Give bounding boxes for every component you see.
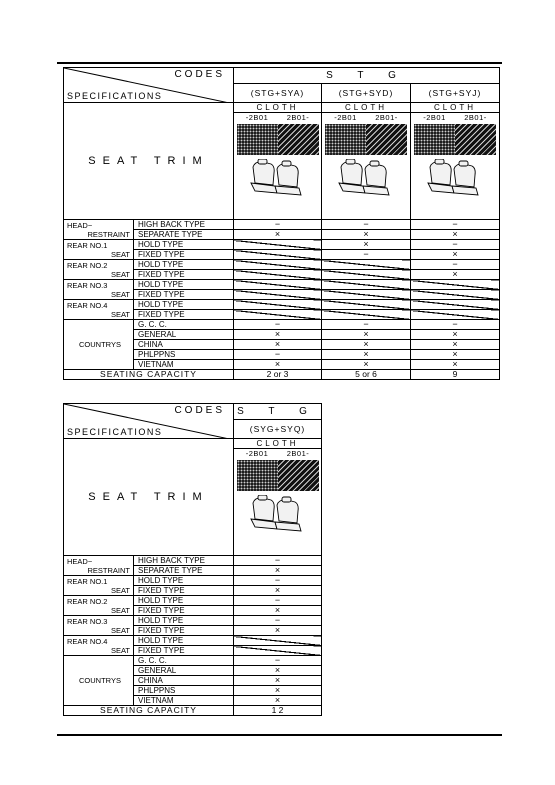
swatch-code: 2B01- <box>286 113 310 122</box>
fabric-swatch <box>414 124 455 155</box>
spec-sub-label: FIXED TYPE <box>134 646 234 656</box>
capacity-row <box>64 706 322 716</box>
availability-mark: × <box>234 606 322 616</box>
country-name: G. C. C. <box>134 320 234 330</box>
group-line: REAR NO.3 <box>67 616 108 626</box>
cloth-label: CLOTH <box>234 439 322 449</box>
trim-cell <box>322 113 411 220</box>
spec-sub-label: HOLD TYPE <box>134 596 234 606</box>
fabric-swatch <box>455 124 496 155</box>
spec-row <box>64 636 322 646</box>
group-line: SEAT <box>110 269 130 279</box>
group-line: SEAT <box>110 625 130 635</box>
group-line: REAR NO.3 <box>67 280 108 290</box>
availability-mark: × <box>234 360 322 370</box>
group-line: SEAT <box>110 289 130 299</box>
spec-sub-label: HOLD TYPE <box>134 636 234 646</box>
availability-mark: − <box>411 320 500 330</box>
not-applicable-cell <box>234 280 322 290</box>
spec-row <box>64 300 500 310</box>
code-header: (SYG+SYQ) <box>234 420 322 439</box>
spec-group-label <box>64 220 134 240</box>
seat-illustration-icon <box>411 159 499 201</box>
seat-trim-label: SEAT TRIM <box>64 439 234 556</box>
not-applicable-cell <box>234 270 322 280</box>
availability-mark: × <box>411 330 500 340</box>
availability-mark: − <box>234 656 322 666</box>
codes-specifications-header <box>64 68 234 103</box>
capacity-row <box>64 370 500 380</box>
fabric-swatch <box>237 460 278 491</box>
spec-group-label <box>64 636 134 656</box>
spec-sub-label: SEPARATE TYPE <box>134 566 234 576</box>
not-applicable-cell <box>234 300 322 310</box>
cloth-label: CLOTH <box>411 103 500 113</box>
codes-label: CODES <box>174 69 225 80</box>
spec-sub-label: FIXED TYPE <box>134 626 234 636</box>
not-applicable-cell <box>322 300 411 310</box>
group-line: REAR NO.2 <box>67 260 108 270</box>
availability-mark: − <box>234 320 322 330</box>
group-header: S T G <box>234 404 322 420</box>
spec-row <box>64 576 322 586</box>
spec-sub-label: HOLD TYPE <box>134 240 234 250</box>
swatch-code: -2B01 <box>334 113 357 122</box>
availability-mark: × <box>411 230 500 240</box>
group-line: SEAT <box>110 605 130 615</box>
spec-group-label <box>64 260 134 280</box>
group-line: SEAT <box>110 249 130 259</box>
spec-sub-label: HOLD TYPE <box>134 280 234 290</box>
swatch-code: 2B01- <box>375 113 398 122</box>
spec-sub-label: FIXED TYPE <box>134 586 234 596</box>
country-name: G. C. C. <box>134 656 234 666</box>
not-applicable-cell <box>234 636 322 646</box>
fabric-swatch <box>278 460 319 491</box>
spec-group-label <box>64 240 134 260</box>
availability-mark: − <box>411 240 500 250</box>
not-applicable-cell <box>234 260 322 270</box>
country-name: CHINA <box>134 340 234 350</box>
availability-mark: × <box>322 330 411 340</box>
seating-capacity-label: SEATING CAPACITY <box>64 706 234 716</box>
availability-mark: − <box>411 220 500 230</box>
spec-sub-label: FIXED TYPE <box>134 270 234 280</box>
availability-mark: − <box>322 320 411 330</box>
swatch-code: 2B01- <box>464 113 487 122</box>
availability-mark: − <box>234 616 322 626</box>
availability-mark: × <box>234 340 322 350</box>
availability-mark: − <box>322 220 411 230</box>
availability-mark: − <box>234 576 322 586</box>
spec-sub-label: FIXED TYPE <box>134 310 234 320</box>
country-name: VIETNAM <box>134 696 234 706</box>
availability-mark: × <box>234 676 322 686</box>
spec-group-label <box>64 616 134 636</box>
availability-mark: × <box>234 686 322 696</box>
availability-mark: − <box>234 220 322 230</box>
availability-mark: − <box>322 250 411 260</box>
availability-mark: − <box>411 260 500 270</box>
top-rule <box>57 62 502 64</box>
group-line: REAR NO.4 <box>67 636 108 646</box>
spec-row <box>64 556 322 566</box>
availability-mark: × <box>234 666 322 676</box>
availability-mark: × <box>411 360 500 370</box>
code-header: (STG+SYA) <box>234 84 322 103</box>
not-applicable-cell <box>411 310 500 320</box>
not-applicable-cell <box>322 280 411 290</box>
group-line: REAR NO.1 <box>67 576 108 586</box>
not-applicable-cell <box>322 290 411 300</box>
not-applicable-cell <box>322 260 411 270</box>
swatch-code: -2B01 <box>423 113 446 122</box>
spec-sub-label: HOLD TYPE <box>134 300 234 310</box>
group-line: SEAT <box>110 645 130 655</box>
spec-sub-label: FIXED TYPE <box>134 290 234 300</box>
spec-sub-label: HIGH BACK TYPE <box>134 556 234 566</box>
not-applicable-cell <box>234 646 322 656</box>
seating-capacity-value: 5 or 6 <box>322 370 411 380</box>
availability-mark: × <box>322 340 411 350</box>
availability-mark: × <box>411 250 500 260</box>
spec-row <box>64 596 322 606</box>
countries-label: COUNTRYS <box>64 320 134 370</box>
spec-sub-label: HOLD TYPE <box>134 260 234 270</box>
spec-sub-label: SEPARATE TYPE <box>134 230 234 240</box>
trim-cell <box>234 113 322 220</box>
availability-mark: − <box>234 350 322 360</box>
group-line: RESTRAINT <box>87 565 130 575</box>
seating-capacity-value: 1 2 <box>234 706 322 716</box>
country-row <box>64 320 500 330</box>
spec-group-label <box>64 280 134 300</box>
specifications-label: SPECIFICATIONS <box>67 91 163 101</box>
group-line: RESTRAINT <box>87 229 130 239</box>
seat-illustration-icon <box>322 159 410 201</box>
spec-sub-label: FIXED TYPE <box>134 250 234 260</box>
group-line: REAR NO.4 <box>67 300 108 310</box>
availability-mark: × <box>234 330 322 340</box>
availability-mark: × <box>234 626 322 636</box>
group-line: REAR NO.2 <box>67 596 108 606</box>
group-line: HEAD− <box>67 220 93 230</box>
country-name: PHLPPNS <box>134 686 234 696</box>
fabric-swatch <box>237 124 278 155</box>
cloth-label: CLOTH <box>234 103 322 113</box>
country-row <box>64 656 322 666</box>
swatch-code: -2B01 <box>245 449 269 458</box>
spec-sub-label: HOLD TYPE <box>134 616 234 626</box>
availability-mark: × <box>322 230 411 240</box>
swatch-code: 2B01- <box>286 449 310 458</box>
availability-mark: × <box>322 240 411 250</box>
seat-trim-table-1 <box>63 67 500 380</box>
country-name: VIETNAM <box>134 360 234 370</box>
swatch-code: -2B01 <box>245 113 269 122</box>
fabric-swatch <box>366 124 407 155</box>
fabric-swatch <box>278 124 319 155</box>
spec-group-label <box>64 300 134 320</box>
seat-trim-label: SEAT TRIM <box>64 103 234 220</box>
not-applicable-cell <box>411 300 500 310</box>
availability-mark: × <box>322 350 411 360</box>
availability-mark: × <box>234 230 322 240</box>
group-line: HEAD− <box>67 556 93 566</box>
availability-mark: − <box>234 596 322 606</box>
spec-group-label <box>64 556 134 576</box>
seating-capacity-value: 2 or 3 <box>234 370 322 380</box>
seating-capacity-label: SEATING CAPACITY <box>64 370 234 380</box>
group-header: S T G <box>234 68 500 84</box>
codes-label: CODES <box>174 405 225 416</box>
not-applicable-cell <box>234 310 322 320</box>
country-name: GENERAL <box>134 666 234 676</box>
spec-row <box>64 240 500 250</box>
trim-cell <box>411 113 500 220</box>
availability-mark: × <box>234 586 322 596</box>
availability-mark: × <box>411 350 500 360</box>
country-name: CHINA <box>134 676 234 686</box>
group-line: SEAT <box>110 585 130 595</box>
country-name: PHLPPNS <box>134 350 234 360</box>
trim-cell <box>234 449 322 556</box>
not-applicable-cell <box>322 310 411 320</box>
spec-sub-label: FIXED TYPE <box>134 606 234 616</box>
seat-illustration-icon <box>234 159 321 201</box>
code-header: (STG+SYJ) <box>411 84 500 103</box>
seat-illustration-icon <box>234 495 321 537</box>
seating-capacity-value: 9 <box>411 370 500 380</box>
spec-group-label <box>64 596 134 616</box>
not-applicable-cell <box>411 290 500 300</box>
seat-trim-table-2 <box>63 403 322 716</box>
availability-mark: × <box>234 696 322 706</box>
spec-group-label <box>64 576 134 596</box>
availability-mark: × <box>411 270 500 280</box>
code-header: (STG+SYD) <box>322 84 411 103</box>
fabric-swatch <box>325 124 366 155</box>
spec-row <box>64 220 500 230</box>
not-applicable-cell <box>234 250 322 260</box>
specifications-label: SPECIFICATIONS <box>67 427 163 437</box>
group-line: SEAT <box>110 309 130 319</box>
availability-mark: × <box>411 340 500 350</box>
not-applicable-cell <box>234 290 322 300</box>
availability-mark: − <box>234 556 322 566</box>
spec-sub-label: HIGH BACK TYPE <box>134 220 234 230</box>
spec-sub-label: HOLD TYPE <box>134 576 234 586</box>
bottom-rule <box>57 734 502 736</box>
not-applicable-cell <box>411 280 500 290</box>
countries-label: COUNTRYS <box>64 656 134 706</box>
not-applicable-cell <box>322 270 411 280</box>
cloth-label: CLOTH <box>322 103 411 113</box>
codes-specifications-header <box>64 404 234 439</box>
country-name: GENERAL <box>134 330 234 340</box>
group-line: REAR NO.1 <box>67 240 108 250</box>
availability-mark: × <box>322 360 411 370</box>
availability-mark: × <box>234 566 322 576</box>
not-applicable-cell <box>234 240 322 250</box>
spec-row <box>64 260 500 270</box>
spec-row <box>64 280 500 290</box>
spec-row <box>64 616 322 626</box>
